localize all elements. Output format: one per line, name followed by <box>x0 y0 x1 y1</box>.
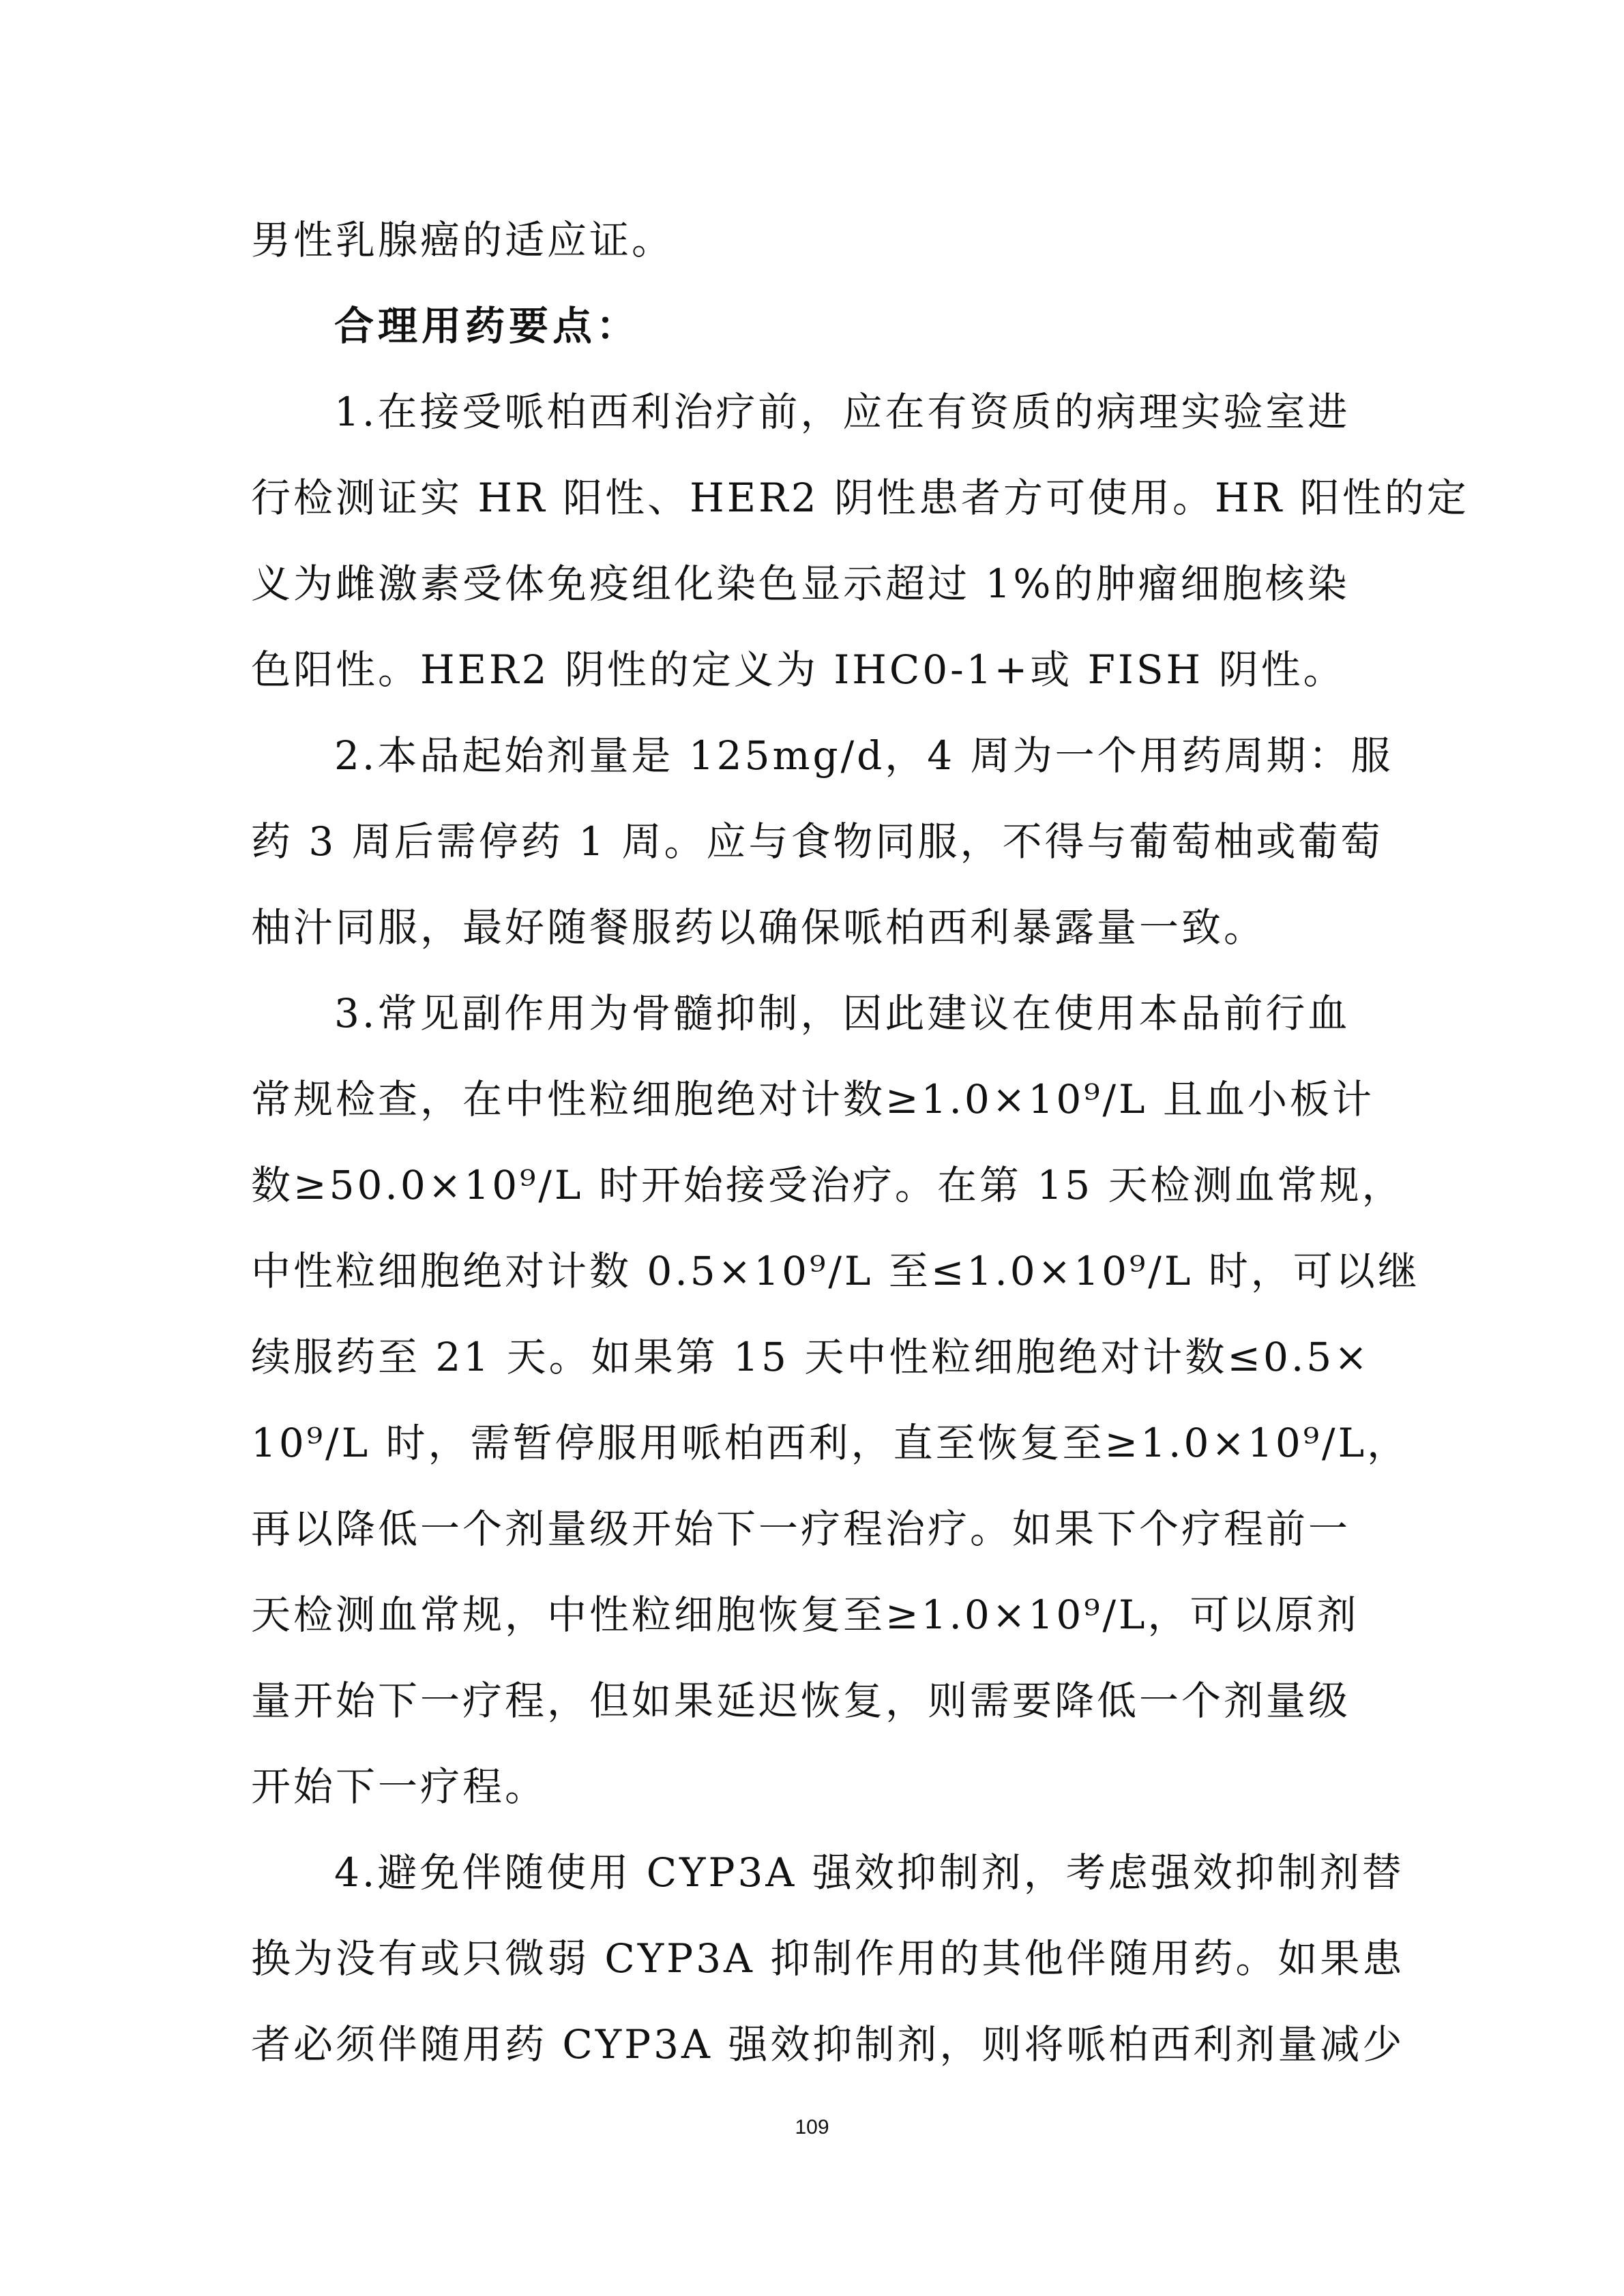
body-line: 量开始下一疗程，但如果延迟恢复，则需要降低一个剂量级 <box>251 1678 1351 1724</box>
page-number: 109 <box>795 2116 829 2138</box>
body-line: 续服药至 21 天。如果第 15 天中性粒细胞绝对计数≤0.5× <box>251 1334 1370 1380</box>
body-line: 药 3 周后需停药 1 周。应与食物同服，不得与葡萄柚或葡萄 <box>251 818 1383 865</box>
section-heading: 合理用药要点： <box>334 303 640 349</box>
body-line: 再以降低一个剂量级开始下一疗程治疗。如果下个疗程前一 <box>251 1506 1351 1552</box>
body-line: 数≥50.0×10⁹/L 时开始接受治疗。在第 15 天检测血常规， <box>251 1162 1404 1208</box>
body-line: 开始下一疗程。 <box>251 1763 548 1810</box>
body-line: 天检测血常规，中性粒细胞恢复至≥1.0×10⁹/L，可以原剂 <box>251 1592 1359 1638</box>
body-line: 柚汁同服，最好随餐服药以确保哌柏西利暴露量一致。 <box>251 904 1267 951</box>
body-line: 男性乳腺癌的适应证。 <box>251 217 675 263</box>
body-line: 2.本品起始剂量是 125mg/d，4 周为一个用药周期：服 <box>334 732 1393 779</box>
body-line: 4.避免伴随使用 CYP3A 强效抑制剂，考虑强效抑制剂替 <box>334 1849 1404 1896</box>
body-line: 行检测证实 HR 阳性、HER2 阴性患者方可使用。HR 阳性的定 <box>251 475 1469 521</box>
body-line: 中性粒细胞绝对计数 0.5×10⁹/L 至≤1.0×10⁹/L 时，可以继 <box>251 1248 1420 1294</box>
body-line: 10⁹/L 时，需暂停服用哌柏西利，直至恢复至≥1.0×10⁹/L， <box>251 1420 1410 1466</box>
body-line: 换为没有或只微弱 CYP3A 抑制作用的其他伴随用药。如果患 <box>251 1935 1405 1982</box>
body-line: 义为雌激素受体免疫组化染色显示超过 1%的肿瘤细胞核染 <box>251 561 1350 607</box>
body-line: 者必须伴随用药 CYP3A 强效抑制剂，则将哌柏西利剂量减少 <box>251 2021 1405 2068</box>
body-line: 1.在接受哌柏西利治疗前，应在有资质的病理实验室进 <box>334 389 1350 435</box>
body-line: 色阳性。HER2 阴性的定义为 IHC0-1+或 FISH 阴性。 <box>251 646 1346 693</box>
body-line: 3.常见副作用为骨髓抑制，因此建议在使用本品前行血 <box>334 990 1350 1037</box>
body-line: 常规检查，在中性粒细胞绝对计数≥1.0×10⁹/L 且血小板计 <box>251 1076 1374 1122</box>
